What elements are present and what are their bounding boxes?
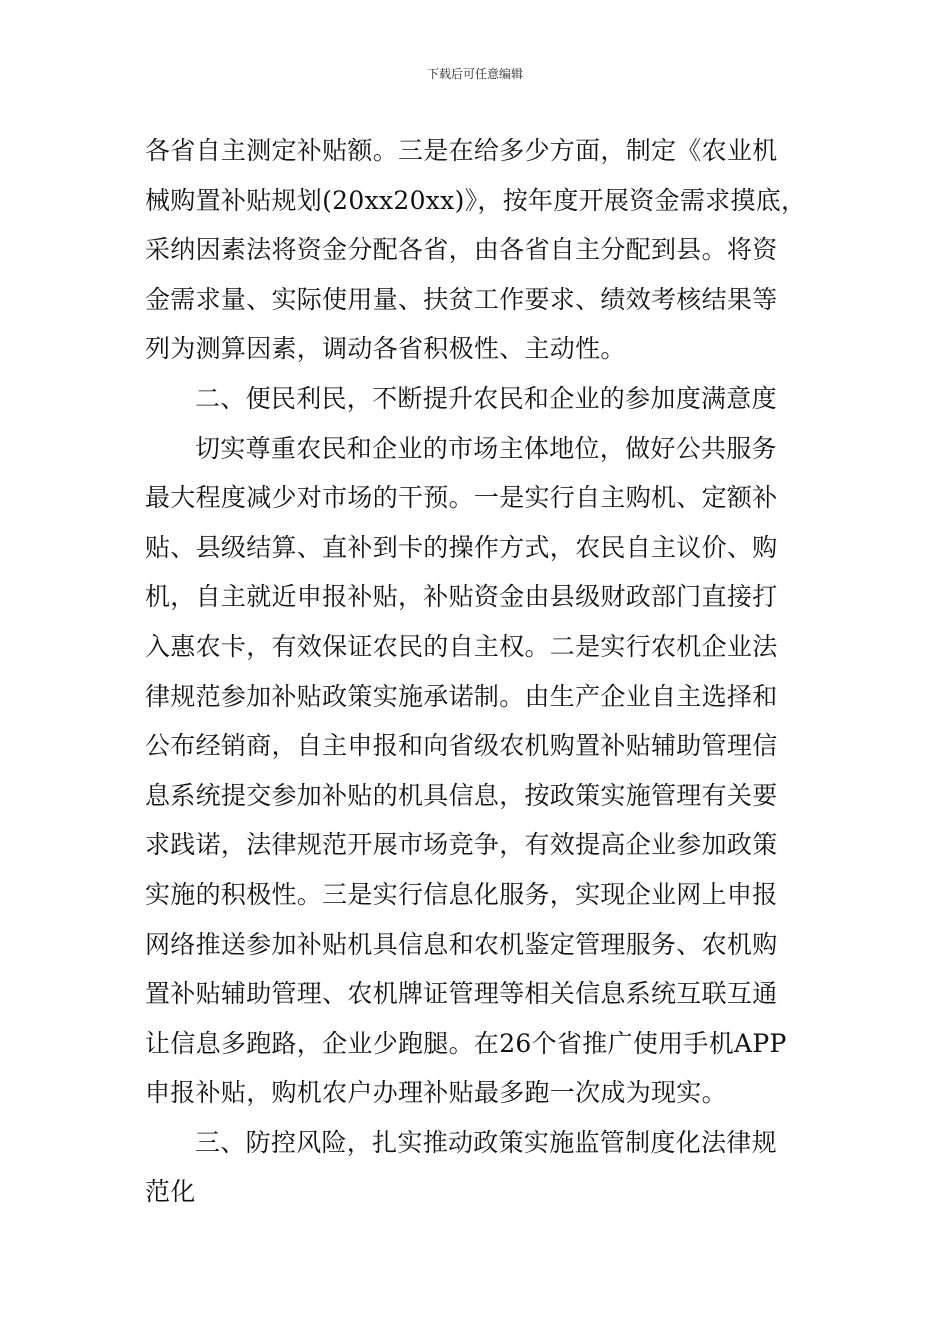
section-heading: 三、防控风险，扎实推动政策实施监管制度化法律规 [195,1127,777,1157]
text-line: 置补贴辅助管理、农机牌证管理等相关信息系统互联互通 [145,979,778,1009]
text-line: 入惠农卡，有效保证农民的自主权。二是实行农机企业法 [145,631,778,661]
text-line: 息系统提交参加补贴的机具信息，按政策实施管理有关要 [145,780,778,810]
text-line: 让信息多跑路，企业少跑腿。在26个省推广使用手机APP [145,1028,787,1058]
text-line: 金需求量、实际使用量、扶贫工作要求、绩效考核结果等 [145,284,778,314]
text-line: 律规范参加补贴政策实施承诺制。由生产企业自主选择和 [145,681,778,711]
document-body [145,126,807,1217]
page-header: 下载后可任意编辑 [426,67,523,81]
text-line: 范化 [145,1177,196,1207]
text-line: 网络推送参加补贴机具信息和农机鉴定管理服务、农机购 [145,929,778,959]
text-line: 械购置补贴规划(20xx20xx)》，按年度开展资金需求摸底， [145,185,807,215]
section-heading: 二、便民利民，不断提升农民和企业的参加度满意度 [195,383,777,413]
text-line: 列为测算因素，调动各省积极性、主动性。 [145,334,626,364]
text-line: 机，自主就近申报补贴，补贴资金由县级财政部门直接打 [145,582,778,612]
paragraph-first-line: 切实尊重农民和企业的市场主体地位，做好公共服务 [195,433,777,463]
text-line: 公布经销商，自主申报和向省级农机购置补贴辅助管理信 [145,731,778,761]
text-line: 贴、县级结算、直补到卡的操作方式，农民自主议价、购 [145,532,778,562]
text-line: 各省自主测定补贴额。三是在给多少方面，制定《农业机 [145,136,778,165]
text-line: 最大程度减少对市场的干预。一是实行自主购机、定额补 [145,483,778,513]
text-line: 采纳因素法将资金分配各省，由各省自主分配到县。将资 [145,235,778,265]
text-line: 求践诺，法律规范开展市场竞争，有效提高企业参加政策 [145,830,778,860]
text-line: 实施的积极性。三是实行信息化服务，实现企业网上申报 [145,879,778,909]
text-line: 申报补贴，购机农户办理补贴最多跑一次成为现实。 [145,1078,727,1108]
